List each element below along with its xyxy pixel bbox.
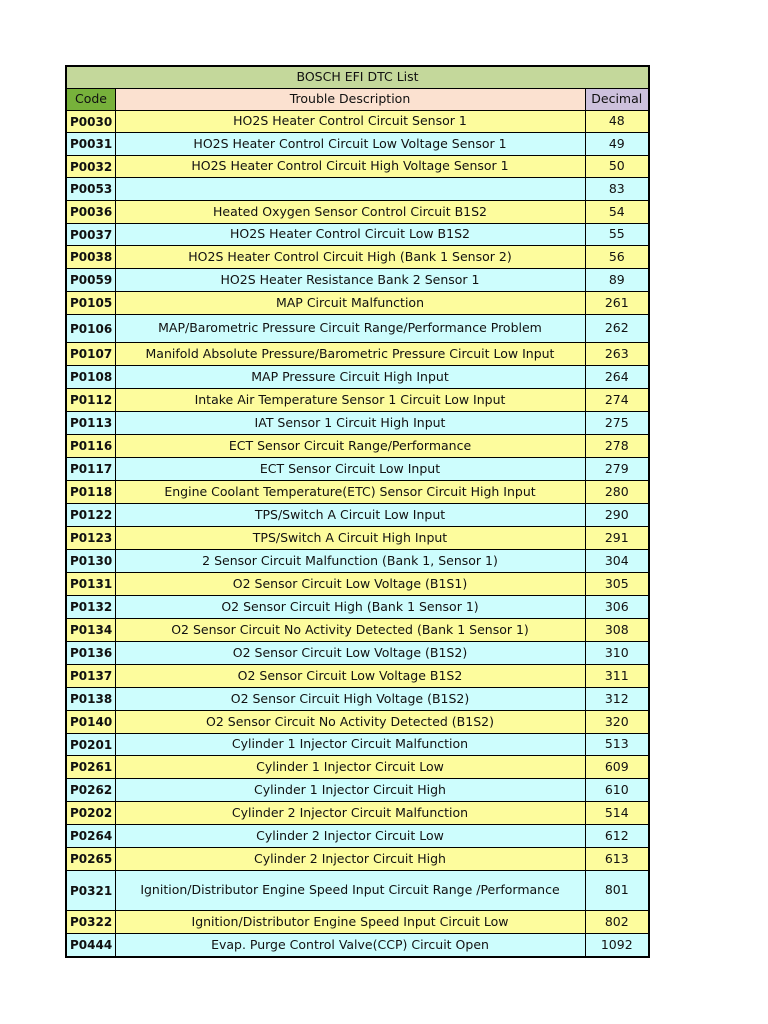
table-row bbox=[66, 133, 649, 156]
decimal-cell: 49 bbox=[585, 133, 649, 156]
table-row bbox=[66, 550, 649, 573]
description-text bbox=[116, 178, 585, 180]
description-cell: 2 Sensor Circuit Malfunction (Bank 1, Sensor 1) bbox=[115, 550, 585, 573]
table-row bbox=[66, 481, 649, 504]
table-row bbox=[66, 292, 649, 315]
table-row bbox=[66, 269, 649, 292]
description-cell: Ignition/Distributor Engine Speed Input Circuit Low bbox=[115, 911, 585, 934]
table-title: BOSCH EFI DTC List bbox=[66, 66, 649, 89]
dtc-code-cell: P0322 bbox=[66, 911, 115, 934]
table-row bbox=[66, 802, 649, 825]
description-cell: Cylinder 2 Injector Circuit High bbox=[115, 848, 585, 871]
decimal-cell: 305 bbox=[585, 573, 649, 596]
decimal-cell: 264 bbox=[585, 366, 649, 389]
table-row bbox=[66, 366, 649, 389]
dtc-code-cell: P0112 bbox=[66, 389, 115, 412]
decimal-cell: 263 bbox=[585, 343, 649, 366]
dtc-code-cell: P0037 bbox=[66, 224, 115, 246]
decimal-cell: 290 bbox=[585, 504, 649, 527]
table-row bbox=[66, 389, 649, 412]
decimal-cell: 56 bbox=[585, 246, 649, 269]
header-row bbox=[66, 89, 649, 111]
description-cell: TPS/Switch A Circuit High Input bbox=[115, 527, 585, 550]
table-row bbox=[66, 573, 649, 596]
dtc-code-cell: P0262 bbox=[66, 779, 115, 802]
dtc-code-cell: P0108 bbox=[66, 366, 115, 389]
description-cell: O2 Sensor Circuit High (Bank 1 Sensor 1) bbox=[115, 596, 585, 619]
decimal-cell: 514 bbox=[585, 802, 649, 825]
dtc-code-cell: P0138 bbox=[66, 688, 115, 711]
description-cell: Cylinder 1 Injector Circuit Malfunction bbox=[115, 734, 585, 756]
decimal-cell: 55 bbox=[585, 224, 649, 246]
description-column-header: Trouble Description bbox=[115, 89, 585, 111]
decimal-cell: 261 bbox=[585, 292, 649, 315]
decimal-cell: 609 bbox=[585, 756, 649, 779]
description-cell: MAP/Barometric Pressure Circuit Range/Performance Problem bbox=[115, 315, 585, 343]
description-cell: O2 Sensor Circuit Low Voltage (B1S1) bbox=[115, 573, 585, 596]
decimal-cell: 613 bbox=[585, 848, 649, 871]
description-cell: HO2S Heater Control Circuit Low Voltage Sensor 1 bbox=[115, 133, 585, 156]
table-row bbox=[66, 178, 649, 201]
dtc-code-cell: P0202 bbox=[66, 802, 115, 825]
description-cell: Engine Coolant Temperature(ETC) Sensor Circuit High Input bbox=[115, 481, 585, 504]
description-cell: Cylinder 2 Injector Circuit Low bbox=[115, 825, 585, 848]
dtc-code-cell: P0321 bbox=[66, 871, 115, 911]
dtc-code-cell: P0031 bbox=[66, 133, 115, 156]
dtc-code-cell: P0105 bbox=[66, 292, 115, 315]
dtc-code-cell: P0201 bbox=[66, 734, 115, 756]
description-cell: HO2S Heater Control Circuit Low B1S2 bbox=[115, 224, 585, 246]
description-cell: Ignition/Distributor Engine Speed Input Circuit Range /Performance bbox=[115, 871, 585, 911]
decimal-cell: 1092 bbox=[585, 934, 649, 958]
description-cell: ECT Sensor Circuit Range/Performance bbox=[115, 435, 585, 458]
table-row bbox=[66, 756, 649, 779]
description-cell: Evap. Purge Control Valve(CCP) Circuit Open bbox=[115, 934, 585, 958]
decimal-cell: 306 bbox=[585, 596, 649, 619]
decimal-cell: 612 bbox=[585, 825, 649, 848]
title-row bbox=[66, 66, 649, 89]
table-row bbox=[66, 779, 649, 802]
decimal-cell: 262 bbox=[585, 315, 649, 343]
decimal-cell: 610 bbox=[585, 779, 649, 802]
table-row bbox=[66, 848, 649, 871]
description-cell: O2 Sensor Circuit Low Voltage B1S2 bbox=[115, 665, 585, 688]
decimal-cell: 279 bbox=[585, 458, 649, 481]
decimal-cell: 275 bbox=[585, 412, 649, 435]
dtc-code-cell: P0261 bbox=[66, 756, 115, 779]
dtc-code-cell: P0264 bbox=[66, 825, 115, 848]
dtc-code-cell: P0038 bbox=[66, 246, 115, 269]
table-row bbox=[66, 111, 649, 133]
dtc-code-cell: P0032 bbox=[66, 156, 115, 178]
description-cell: Manifold Absolute Pressure/Barometric Pressure Circuit Low Input bbox=[115, 343, 585, 366]
decimal-cell: 304 bbox=[585, 550, 649, 573]
dtc-code-cell: P0123 bbox=[66, 527, 115, 550]
description-cell: Intake Air Temperature Sensor 1 Circuit Low Input bbox=[115, 389, 585, 412]
decimal-cell: 310 bbox=[585, 642, 649, 665]
dtc-code-cell: P0107 bbox=[66, 343, 115, 366]
decimal-cell: 89 bbox=[585, 269, 649, 292]
description-cell: O2 Sensor Circuit No Activity Detected (Bank 1 Sensor 1) bbox=[115, 619, 585, 642]
description-cell: Cylinder 2 Injector Circuit Malfunction bbox=[115, 802, 585, 825]
decimal-cell: 308 bbox=[585, 619, 649, 642]
decimal-cell: 801 bbox=[585, 871, 649, 911]
table-row bbox=[66, 315, 649, 343]
table-row bbox=[66, 871, 649, 911]
dtc-code-cell: P0132 bbox=[66, 596, 115, 619]
description-cell: ECT Sensor Circuit Low Input bbox=[115, 458, 585, 481]
dtc-code-cell: P0113 bbox=[66, 412, 115, 435]
decimal-cell: 311 bbox=[585, 665, 649, 688]
description-cell: Heated Oxygen Sensor Control Circuit B1S2 bbox=[115, 201, 585, 224]
table-row bbox=[66, 435, 649, 458]
decimal-cell: 320 bbox=[585, 711, 649, 734]
dtc-code-cell: P0140 bbox=[66, 711, 115, 734]
description-cell: HO2S Heater Resistance Bank 2 Sensor 1 bbox=[115, 269, 585, 292]
table-row bbox=[66, 412, 649, 435]
description-cell: MAP Circuit Malfunction bbox=[115, 292, 585, 315]
decimal-cell: 802 bbox=[585, 911, 649, 934]
dtc-code-cell: P0116 bbox=[66, 435, 115, 458]
table-row bbox=[66, 246, 649, 269]
dtc-code-cell: P0106 bbox=[66, 315, 115, 343]
dtc-table-body bbox=[66, 66, 649, 957]
table-row bbox=[66, 343, 649, 366]
table-row bbox=[66, 224, 649, 246]
dtc-code-cell: P0118 bbox=[66, 481, 115, 504]
decimal-cell: 312 bbox=[585, 688, 649, 711]
dtc-table bbox=[65, 65, 650, 958]
dtc-code-cell: P0136 bbox=[66, 642, 115, 665]
table-row bbox=[66, 911, 649, 934]
dtc-code-cell: P0134 bbox=[66, 619, 115, 642]
decimal-column-header: Decimal bbox=[585, 89, 649, 111]
description-cell: IAT Sensor 1 Circuit High Input bbox=[115, 412, 585, 435]
dtc-code-cell: P0059 bbox=[66, 269, 115, 292]
table-row bbox=[66, 201, 649, 224]
description-cell: O2 Sensor Circuit No Activity Detected (B1S2) bbox=[115, 711, 585, 734]
table-row bbox=[66, 665, 649, 688]
dtc-code-cell: P0265 bbox=[66, 848, 115, 871]
description-cell: MAP Pressure Circuit High Input bbox=[115, 366, 585, 389]
description-cell: HO2S Heater Control Circuit Sensor 1 bbox=[115, 111, 585, 133]
description-cell: Cylinder 1 Injector Circuit Low bbox=[115, 756, 585, 779]
dtc-code-cell: P0030 bbox=[66, 111, 115, 133]
decimal-cell: 54 bbox=[585, 201, 649, 224]
dtc-code-cell: P0444 bbox=[66, 934, 115, 958]
table-row bbox=[66, 596, 649, 619]
table-row bbox=[66, 642, 649, 665]
dtc-code-cell: P0137 bbox=[66, 665, 115, 688]
description-cell bbox=[115, 178, 585, 201]
decimal-cell: 291 bbox=[585, 527, 649, 550]
table-row bbox=[66, 934, 649, 958]
decimal-cell: 278 bbox=[585, 435, 649, 458]
table-row bbox=[66, 688, 649, 711]
dtc-code-cell: P0036 bbox=[66, 201, 115, 224]
decimal-cell: 48 bbox=[585, 111, 649, 133]
decimal-cell: 274 bbox=[585, 389, 649, 412]
table-row bbox=[66, 711, 649, 734]
table-row bbox=[66, 619, 649, 642]
table-row bbox=[66, 825, 649, 848]
decimal-cell: 513 bbox=[585, 734, 649, 756]
table-row bbox=[66, 527, 649, 550]
description-cell: O2 Sensor Circuit High Voltage (B1S2) bbox=[115, 688, 585, 711]
dtc-code-cell: P0117 bbox=[66, 458, 115, 481]
description-cell: HO2S Heater Control Circuit High Voltage Sensor 1 bbox=[115, 156, 585, 178]
table-row bbox=[66, 156, 649, 178]
table-row bbox=[66, 504, 649, 527]
decimal-cell: 50 bbox=[585, 156, 649, 178]
dtc-code-cell: P0131 bbox=[66, 573, 115, 596]
dtc-code-cell: P0053 bbox=[66, 178, 115, 201]
description-cell: Cylinder 1 Injector Circuit High bbox=[115, 779, 585, 802]
table-row bbox=[66, 734, 649, 756]
table-row bbox=[66, 458, 649, 481]
description-cell: HO2S Heater Control Circuit High (Bank 1 Sensor 2) bbox=[115, 246, 585, 269]
dtc-code-cell: P0130 bbox=[66, 550, 115, 573]
description-cell: O2 Sensor Circuit Low Voltage (B1S2) bbox=[115, 642, 585, 665]
description-cell: TPS/Switch A Circuit Low Input bbox=[115, 504, 585, 527]
decimal-cell: 83 bbox=[585, 178, 649, 201]
code-column-header: Code bbox=[66, 89, 115, 111]
decimal-cell: 280 bbox=[585, 481, 649, 504]
dtc-code-cell: P0122 bbox=[66, 504, 115, 527]
